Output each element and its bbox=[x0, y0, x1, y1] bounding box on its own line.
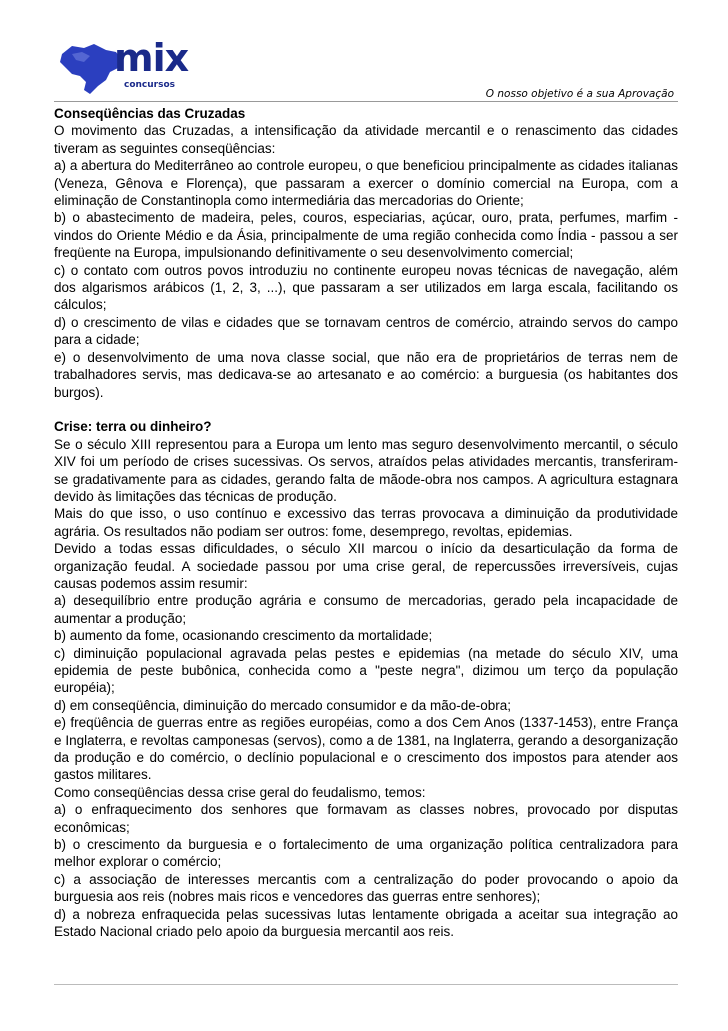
header-divider bbox=[54, 101, 678, 102]
list-item: b) o abastecimento de madeira, peles, couros, especiarias, açúcar, ouro, prata, perfumes, marfim - vindos do Oriente Médio e da Ásia, principalmente de uma região conhecida como Índia - passou a ser freqüente na Europa, impulsionando definitivamente o seu desenvolvimento comercial; bbox=[54, 210, 678, 261]
list-item: c) diminuição populacional agravada pelas pestes e epidemias (na metade do século XIV, uma epidemia de peste bubônica, conhecida como a "peste negra", dizimou um terço da população européia); bbox=[54, 645, 678, 696]
header-slogan: O nosso objetivo é a sua Aprovação bbox=[485, 88, 674, 100]
list-item: d) o crescimento de vilas e cidades que se tornavam centros de comércio, atraindo servos do campo para a cidade; bbox=[54, 314, 678, 348]
section-spacer bbox=[54, 401, 678, 418]
paragraph: O movimento das Cruzadas, a intensificação da atividade mercantil e o renascimento das cidades tiveram as seguintes conseqüências: bbox=[54, 123, 678, 156]
list-item: c) a associação de interesses mercantis com a centralização do poder provocando o apoio da burguesia aos reis (nobres mais ricos e vencedores das guerras entre senhores); bbox=[54, 871, 678, 905]
footer-divider bbox=[54, 984, 678, 985]
list-item: a) o enfraquecimento dos senhores que formavam as classes nobres, provocado por disputas econômicas; bbox=[54, 802, 678, 835]
paragraph: Como conseqüências dessa crise geral do feudalismo, temos: bbox=[54, 784, 426, 800]
paragraph: Se o século XIII representou para a Europa um lento mas seguro desenvolvimento mercantil, o século XIV foi um período de crises sucessivas. Os servos, atraídos pelas atividades mercantis, transferiram-se gradativamente para as cidades, gerando falta de mãode-obra nos campos. A agricultura estagnara devido às limitações das técnicas de produção. bbox=[54, 436, 678, 504]
list-item: d) a nobreza enfraquecida pelas sucessivas lutas lentamente obrigada a aceitar sua integração ao Estado Nacional criado pelo apoio da burguesia mercantil aos reis. bbox=[54, 906, 678, 940]
section-title: Crise: terra ou dinheiro? bbox=[54, 419, 212, 435]
article-body bbox=[54, 105, 678, 940]
list-item: a) desequilíbrio entre produção agrária e consumo de mercadorias, gerado pela incapacidade de aumentar a produção; bbox=[54, 593, 678, 626]
list-item: e) freqüência de guerras entre as regiões européias, como a dos Cem Anos (1337-1453), entre França e Inglaterra, e revoltas camponesas (servos), como a de 1381, na Inglaterra, gerando a desorganização da produção e do comércio, o declínio populacional e o crescimento dos impostos para atender aos gastos militares. bbox=[54, 715, 678, 783]
logo-wordmark: mix bbox=[114, 36, 189, 80]
logo-subtext: concursos bbox=[124, 80, 176, 90]
list-item: c) o contato com outros povos introduziu no continente europeu novas técnicas de navegação, além dos algarismos arábicos (1, 2, 3, ...), que passaram a ser utilizados em larga escala, facilitando os cálculos; bbox=[54, 262, 678, 313]
paragraph: Mais do que isso, o uso contínuo e excessivo das terras provocava a diminuição da produtividade agrária. Os resultados não podiam ser outros: fome, desemprego, revoltas, epidemias. bbox=[54, 506, 678, 539]
page-header bbox=[54, 36, 678, 102]
mix-concursos-logo bbox=[54, 36, 194, 96]
list-item: e) o desenvolvimento de uma nova classe social, que não era de proprietários de terras nem de trabalhadores servis, mas dedicava-se ao artesanato e ao comércio: a burguesia (os habitantes dos burgos). bbox=[54, 349, 678, 400]
list-item: d) em conseqüência, diminuição do mercado consumidor e da mão-de-obra; bbox=[54, 697, 511, 713]
section-title: Conseqüências das Cruzadas bbox=[54, 106, 246, 121]
list-item: b) o crescimento da burguesia e o fortalecimento de uma organização política centralizadora para melhor explorar o comércio; bbox=[54, 837, 678, 870]
paragraph: Devido a todas essas dificuldades, o século XII marcou o início da desarticulação da forma de organização feudal. A sociedade passou por uma crise geral, de repercussões irreversíveis, cujas causas podemos assim resumir: bbox=[54, 541, 678, 591]
list-item: b) aumento da fome, ocasionando crescimento da mortalidade; bbox=[54, 628, 433, 644]
list-item: a) a abertura do Mediterrâneo ao controle europeu, o que beneficiou principalmente as cidades italianas (Veneza, Gênova e Florença), que passaram a exercer o domínio comercial na Europa, com a eliminação de Constantinopla como intermediária das mercadorias do Oriente; bbox=[54, 158, 678, 209]
